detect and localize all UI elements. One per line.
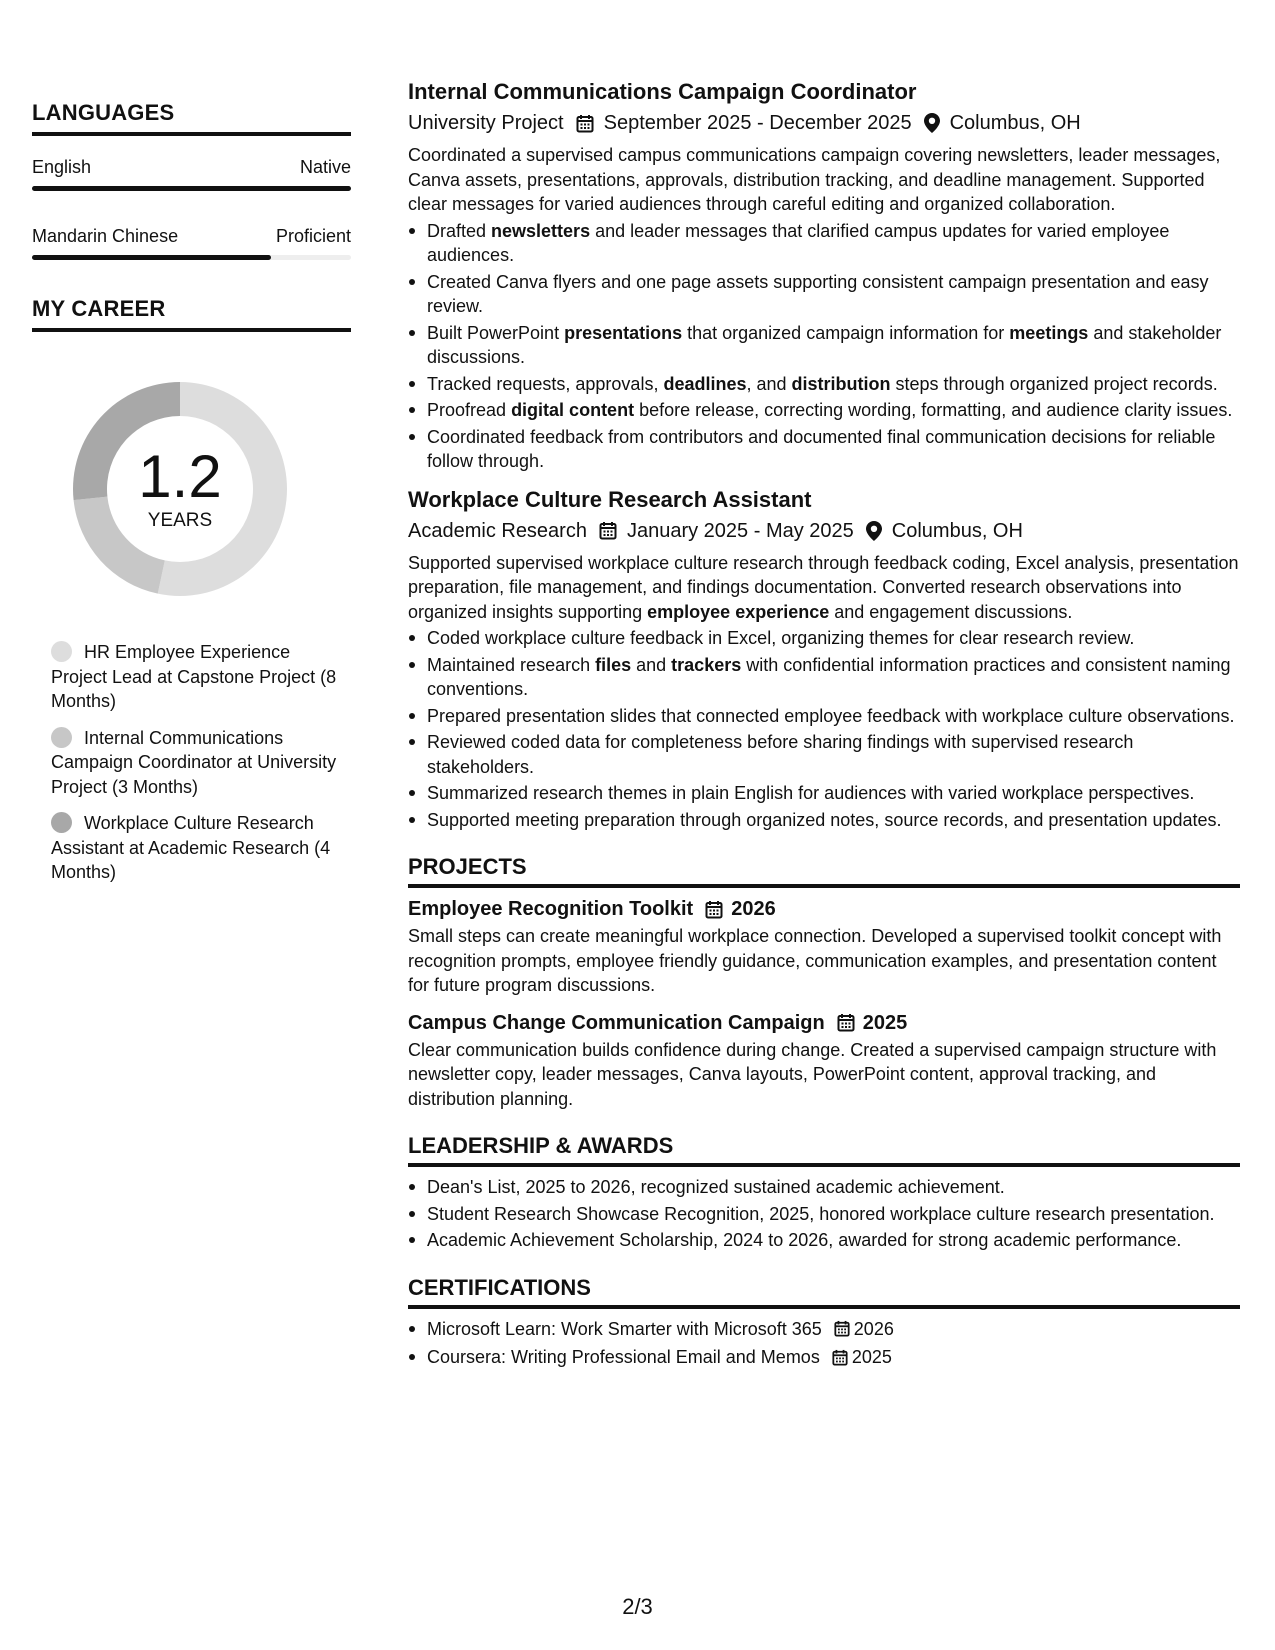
job-meta — [408, 110, 1240, 136]
project-title: Employee Recognition Toolkit — [408, 898, 694, 920]
career-legend — [51, 640, 341, 885]
job-dates: September 2025 - December 2025 — [603, 112, 912, 134]
language-proficiency-fill — [32, 186, 351, 191]
job-bullets — [408, 626, 1240, 832]
language-level: Proficient — [275, 226, 351, 246]
calendar-icon — [576, 114, 594, 133]
calendar-icon — [832, 1349, 848, 1366]
language-proficiency-bar — [32, 186, 351, 191]
career-donut-chart — [65, 374, 295, 604]
language-name: Mandarin Chinese — [32, 226, 179, 246]
main-content — [408, 78, 1240, 1370]
job-bullet: Prepared presentation slides that connected employee feedback with workplace culture observations. — [408, 704, 1240, 729]
award-item: Student Research Showcase Recognition, 2025, honored workplace culture research presentation. — [408, 1202, 1240, 1227]
career-legend-item — [51, 811, 341, 885]
languages-list — [32, 156, 351, 260]
project-year: 2026 — [731, 898, 776, 920]
languages-heading: LANGUAGES — [32, 100, 351, 136]
page-number: 2/3 — [622, 1594, 653, 1619]
career-total — [65, 374, 295, 604]
language-proficiency-bar — [32, 255, 351, 260]
project-description: Clear communication builds confidence during change. Created a supervised campaign structure with newsletter copy, leader messages, Canva layouts, PowerPoint content, approval tracking, and distribution planning. — [408, 1039, 1217, 1109]
award-item: Dean's List, 2025 to 2026, recognized sustained academic achievement. — [408, 1175, 1240, 1200]
legend-dot — [51, 727, 72, 748]
award-item: Academic Achievement Scholarship, 2024 to 2026, awarded for strong academic performance. — [408, 1228, 1240, 1253]
legend-label: HR Employee Experience Project Lead at Capstone Project (8 Months) — [51, 642, 337, 711]
project-description: Small steps can create meaningful workplace connection. Developed a supervised toolkit concept with recognition prompts, employee friendly guidance, communication examples, and presentation content for future program discussions. — [408, 926, 1222, 995]
job-description: Coordinated a supervised campus communications campaign covering newsletters, leader messages, Canva assets, presentations, approvals, distribution tracking, and deadline management. Supported clear messages for varied audiences through careful editing and organized collaboration. — [408, 145, 1221, 214]
experience-entry — [408, 78, 1240, 474]
language-item — [32, 156, 351, 191]
language-level: Native — [299, 157, 351, 177]
job-bullets — [408, 219, 1240, 474]
calendar-icon — [837, 1013, 855, 1032]
job-bullet: Created Canva flyers and one page assets supporting consistent campaign presentation and easy review. — [408, 270, 1240, 319]
job-organization: University Project — [408, 112, 564, 134]
calendar-icon — [599, 521, 617, 540]
job-bullet: Maintained research files and trackers with confidential information practices and consistent naming conventions. — [408, 653, 1240, 702]
career-heading: MY CAREER — [32, 296, 351, 332]
language-name: English — [32, 157, 92, 177]
job-bullet: Built PowerPoint presentations that organized campaign information for meetings and stakeholder discussions. — [408, 321, 1240, 370]
legend-label: Internal Communications Campaign Coordinator at University Project (3 Months) — [51, 727, 337, 797]
job-location: Columbus, OH — [949, 112, 1081, 134]
project-title-row — [408, 1010, 1240, 1036]
awards-heading: LEADERSHIP & AWARDS — [408, 1133, 1240, 1167]
career-total-unit: YEARS — [147, 510, 213, 531]
certifications-list — [408, 1317, 1240, 1370]
job-meta — [408, 518, 1240, 544]
career-legend-item — [51, 726, 341, 800]
language-proficiency-fill — [32, 255, 271, 260]
career-total-value: 1.2 — [138, 443, 222, 510]
legend-dot — [51, 641, 72, 662]
calendar-icon — [705, 900, 723, 919]
job-bullet: Coded workplace culture feedback in Excel, organizing themes for clear research review. — [408, 626, 1240, 651]
career-legend-item — [51, 640, 341, 714]
job-bullet: Reviewed coded data for completeness before sharing findings with supervised research stakeholders. — [408, 730, 1240, 779]
job-dates: January 2025 - May 2025 — [626, 519, 854, 542]
project-entry — [408, 896, 1240, 998]
job-title: Internal Communications Campaign Coordinator — [408, 79, 917, 104]
projects-heading: PROJECTS — [408, 854, 1240, 888]
job-title: Workplace Culture Research Assistant — [408, 486, 812, 512]
legend-label: Workplace Culture Research Assistant at Academic Research (4 Months) — [51, 813, 331, 882]
certifications-heading: CERTIFICATIONS — [408, 1275, 1240, 1309]
job-bullet: Tracked requests, approvals, deadlines, and distribution steps through organized project records. — [408, 372, 1240, 397]
job-bullet: Proofread digital content before release, correcting wording, formatting, and audience clarity issues. — [408, 398, 1240, 423]
sidebar — [32, 100, 351, 897]
certification-name: Coursera: Writing Professional Email and Memos — [427, 1347, 820, 1367]
job-bullet: Supported meeting preparation through organized notes, source records, and presentation updates. — [408, 808, 1240, 833]
language-item — [32, 225, 351, 260]
calendar-icon — [834, 1320, 850, 1337]
map-pin-icon — [924, 113, 940, 133]
map-pin-icon — [866, 521, 882, 541]
job-bullet: Coordinated feedback from contributors and documented final communication decisions for reliable follow through. — [408, 425, 1240, 474]
project-title-row — [408, 896, 1240, 922]
job-bullet: Drafted newsletters and leader messages that clarified campus updates for varied employee audiences. — [408, 219, 1240, 268]
project-year: 2025 — [862, 1011, 908, 1034]
awards-list — [408, 1175, 1240, 1253]
job-location: Columbus, OH — [891, 519, 1023, 542]
certification-item — [408, 1317, 1240, 1342]
certification-year: 2026 — [853, 1318, 894, 1339]
job-organization: Academic Research — [408, 519, 587, 542]
experience-entry — [408, 486, 1240, 833]
certification-item — [408, 1345, 1240, 1370]
project-entry — [408, 1010, 1240, 1112]
job-description: Supported supervised workplace culture research through feedback coding, Excel analysis, presentation preparation, file management, and findings documentation. Converted research observations into organized insights supporting employee experience and engagement discussions. — [408, 552, 1239, 622]
job-bullet: Summarized research themes in plain English for audiences with varied workplace perspectives. — [408, 781, 1240, 806]
certification-name: Microsoft Learn: Work Smarter with Microsoft 365 — [427, 1318, 822, 1339]
certification-year: 2025 — [851, 1347, 892, 1367]
project-title: Campus Change Communication Campaign — [408, 1011, 825, 1034]
legend-dot — [51, 812, 72, 833]
